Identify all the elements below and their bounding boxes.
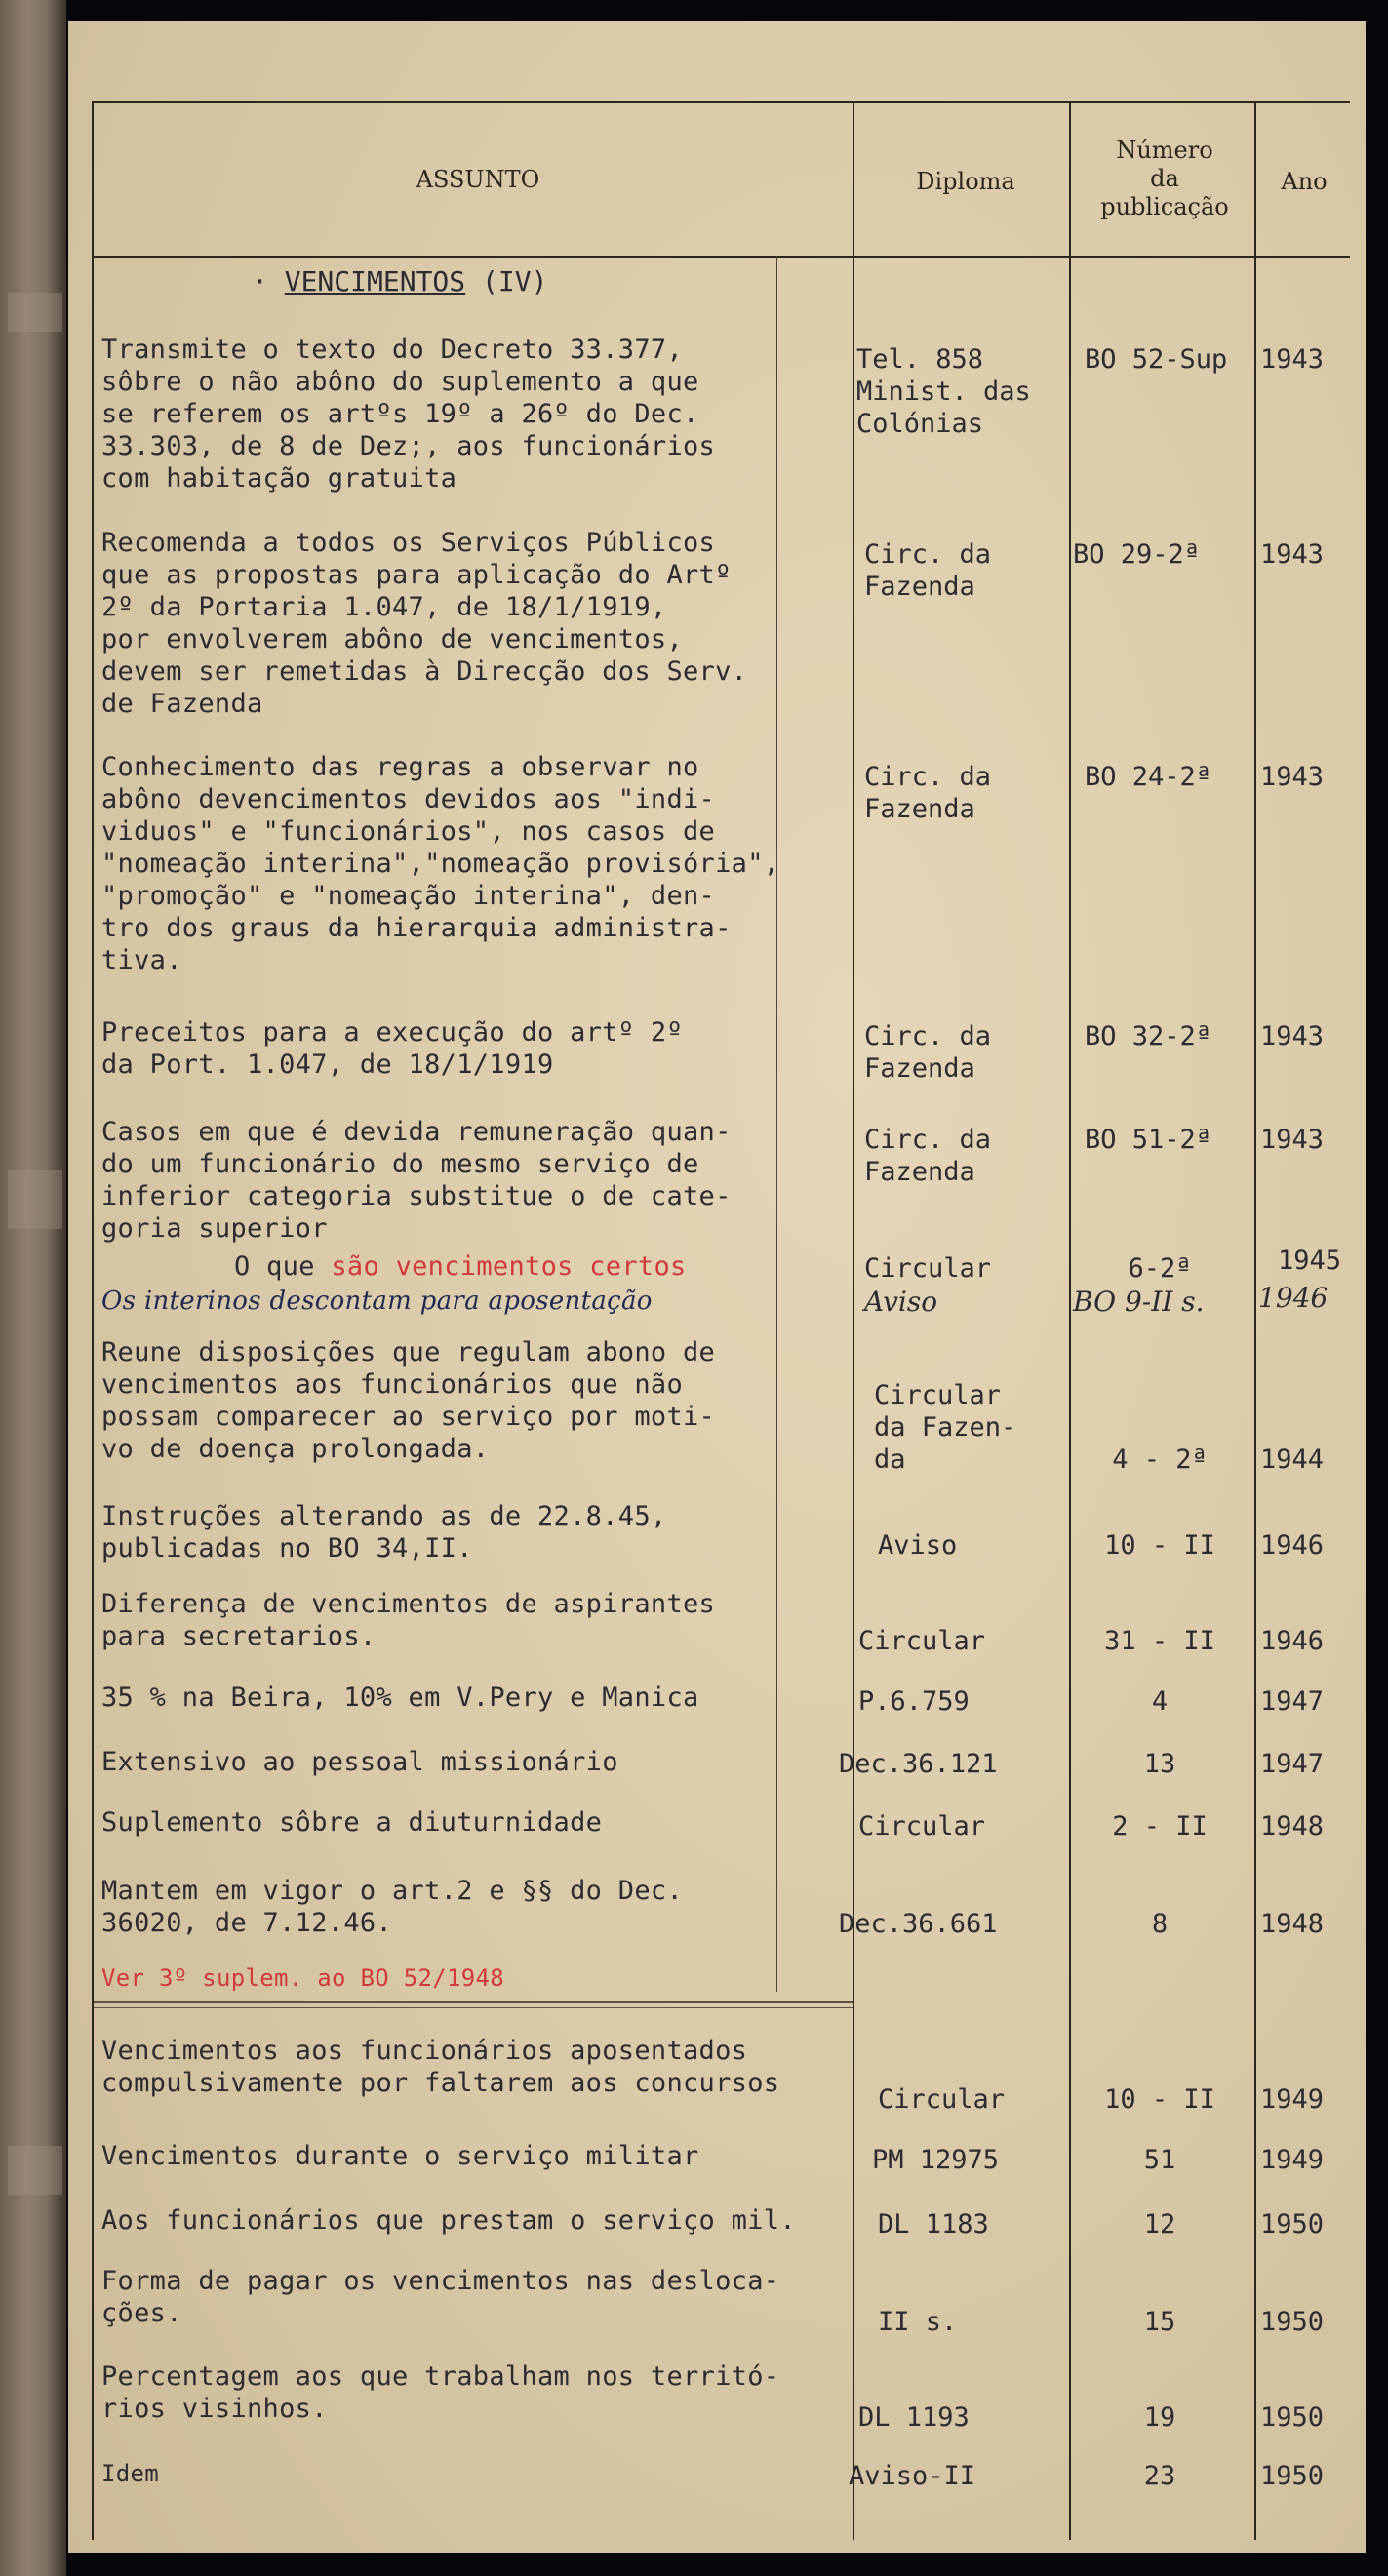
section-divider-rule-2	[94, 2007, 853, 2008]
row-9-diploma: Aviso	[878, 1530, 958, 1561]
row-3-assunto: Conhecimento das regras a observar no abôno devencimentos devidos aos "indi- viduos" e "funcionários", nos casos de "nomeação interina","nomeação provisória", "promoção" e "nomeação interina", den- tro dos graus da hierarquia administra- tiva.	[101, 752, 780, 975]
header-bottom-rule	[92, 256, 1350, 258]
row-2-assunto: Recomenda a todos os Serviços Públicos que as propostas para aplicação do Artº 2º da Portaria 1.047, de 18/1/1919, por envolverem abôno de vencimentos, devem ser remetidas à Direcção dos Serv. de Fazenda	[101, 528, 748, 719]
row-12-ano: 1947	[1260, 1749, 1325, 1779]
row-9-numero: 10 - II	[1104, 1530, 1215, 1561]
row-18-diploma: DL 1183	[878, 2209, 989, 2239]
row-3-numero: BO 24-2ª	[1085, 762, 1212, 792]
header-assunto: ASSUNTO	[416, 166, 540, 193]
row-19-numero: 15	[1143, 2307, 1176, 2337]
row-12-assunto: Extensivo ao pessoal missionário	[101, 1747, 618, 1777]
row-14-numero: 8	[1151, 1909, 1169, 1939]
row-18-numero: 12	[1143, 2209, 1176, 2239]
section-title-main: VENCIMENTOS	[284, 265, 466, 297]
row-21-assunto: Idem	[101, 2460, 159, 2487]
row-20-numero: 19	[1143, 2402, 1176, 2433]
numero-rule	[1254, 101, 1256, 2540]
row-13-diploma: Circular	[858, 1811, 986, 1842]
inner-text-rule	[776, 256, 777, 1992]
row-7-ano: 1946	[1258, 1282, 1329, 1314]
row-1-diploma: Tel. 858 Minist. das Colónias	[856, 344, 1031, 439]
row-14-assunto: Mantem em vigor o art.2 e §§ do Dec. 36020, de 7.12.46.	[101, 1876, 683, 1938]
header-numero-line1: Número	[1116, 137, 1213, 164]
row-1-assunto: Transmite o texto do Decreto 33.377, sôbre o não abôno do suplemento a que se referem os artºs 19º a 26º do Dec. 33.303, de 8 de Dez;, aos funcionários com habitação gratuita	[101, 335, 716, 494]
row-14-ano: 1948	[1260, 1909, 1325, 1939]
row-2-ano: 1943	[1260, 539, 1325, 570]
row-11-numero: 4	[1151, 1686, 1169, 1717]
row-6-numero: 6-2ª	[1128, 1253, 1192, 1284]
row-10-assunto: Diferença de vencimentos de aspirantes para secretarios.	[101, 1589, 716, 1651]
row-14-diploma: Dec.36.661	[839, 1909, 998, 1939]
row-16-assunto: Vencimentos aos funcionários aposentados compulsivamente por faltarem aos concursos	[101, 2036, 780, 2098]
row-6-assunto-red: são vencimentos certos	[331, 1251, 687, 1282]
row-8-numero: 4 - 2ª	[1112, 1445, 1208, 1475]
row-11-ano: 1947	[1260, 1686, 1325, 1717]
header-numero	[1077, 137, 1252, 220]
row-13-numero: 2 - II	[1112, 1811, 1208, 1842]
row-20-diploma: DL 1193	[858, 2402, 970, 2433]
row-16-ano: 1949	[1260, 2084, 1325, 2115]
assunto-rule	[853, 101, 854, 2540]
row-3-diploma: Circ. da Fazenda	[864, 762, 992, 824]
row-11-diploma: P.6.759	[858, 1686, 970, 1717]
row-9-ano: 1946	[1260, 1530, 1325, 1561]
row-10-numero: 31 - II	[1104, 1626, 1215, 1656]
left-rule	[92, 101, 94, 2540]
row-21-numero: 23	[1143, 2461, 1176, 2491]
row-16-diploma: Circular	[878, 2084, 1006, 2115]
row-8-diploma: Circular da Fazen- da	[874, 1380, 1017, 1475]
table-top-rule	[92, 101, 1350, 103]
row-5-numero: BO 51-2ª	[1085, 1125, 1212, 1155]
row-19-assunto: Forma de pagar os vencimentos nas desloca- ções.	[101, 2266, 780, 2328]
row-4-assunto: Preceitos para a execução do artº 2º da Port. 1.047, de 18/1/1919	[101, 1017, 683, 1080]
row-2-numero: BO 29-2ª	[1073, 539, 1201, 570]
row-20-ano: 1950	[1260, 2402, 1325, 2433]
header-ano: Ano	[1281, 168, 1328, 195]
row-21-diploma: Aviso-II	[849, 2461, 976, 2491]
row-9-assunto: Instruções alterando as de 22.8.45, publicadas no BO 34,II.	[101, 1501, 667, 1564]
row-6-assunto-lead: O que	[234, 1251, 332, 1282]
row-6-ano: 1945	[1278, 1246, 1342, 1276]
row-7-assunto: Os interinos descontam para aposentação	[101, 1287, 653, 1316]
row-10-diploma: Circular	[858, 1626, 986, 1656]
row-6-diploma: Circular	[864, 1253, 992, 1284]
row-11-assunto: 35 % na Beira, 10% em V.Pery e Manica	[101, 1683, 699, 1713]
row-1-numero: BO 52-Sup	[1085, 344, 1228, 375]
binder-edge	[0, 0, 66, 2576]
row-12-numero: 13	[1143, 1749, 1176, 1779]
section-title	[252, 265, 547, 297]
row-1-ano: 1943	[1260, 344, 1325, 375]
binder-mark	[8, 2146, 62, 2195]
section-divider-rule	[94, 2001, 853, 2003]
diploma-rule	[1069, 101, 1071, 2540]
row-5-assunto: Casos em que é devida remuneração quan- do um funcionário do mesmo serviço de inferior categoria substitue o de cate- goria superior	[101, 1117, 732, 1244]
section-title-suffix: (IV)	[465, 265, 548, 297]
row-4-ano: 1943	[1260, 1021, 1325, 1051]
row-4-diploma: Circ. da Fazenda	[864, 1021, 992, 1084]
row-4-numero: BO 32-2ª	[1085, 1021, 1212, 1051]
binder-mark	[8, 1170, 62, 1229]
row-8-assunto: Reune disposições que regulam abono de vencimentos aos funcionários que não possam comparecer ao serviço por moti- vo de doença prolongada.	[101, 1337, 716, 1464]
row-18-assunto: Aos funcionários que prestam o serviço mil.	[101, 2205, 796, 2236]
section-bullet: ·	[252, 265, 285, 297]
row-16-numero: 10 - II	[1104, 2084, 1215, 2115]
header-numero-line2: da	[1150, 164, 1179, 192]
row-17-ano: 1949	[1260, 2145, 1325, 2175]
row-12-diploma: Dec.36.121	[839, 1749, 998, 1779]
row-5-ano: 1943	[1260, 1125, 1325, 1155]
row-13-ano: 1948	[1260, 1811, 1325, 1842]
binder-mark	[8, 293, 62, 332]
row-8-ano: 1944	[1260, 1445, 1325, 1475]
row-2-diploma: Circ. da Fazenda	[864, 539, 992, 602]
row-19-ano: 1950	[1260, 2307, 1325, 2337]
row-17-numero: 51	[1143, 2145, 1176, 2175]
row-17-assunto: Vencimentos durante o serviço militar	[101, 2141, 699, 2171]
row-7-diploma: Aviso	[864, 1286, 938, 1318]
row-17-diploma: PM 12975	[872, 2145, 1000, 2175]
row-6-assunto	[234, 1250, 687, 1283]
header-diploma: Diploma	[916, 168, 1015, 195]
header-numero-line3: publicação	[1100, 192, 1229, 220]
row-21-ano: 1950	[1260, 2461, 1325, 2491]
row-7-numero: BO 9-II s.	[1073, 1286, 1205, 1318]
row-10-ano: 1946	[1260, 1626, 1325, 1656]
row-3-ano: 1943	[1260, 762, 1325, 792]
row-15-assunto: Ver 3º suplem. ao BO 52/1948	[101, 1964, 504, 1992]
row-5-diploma: Circ. da Fazenda	[864, 1125, 992, 1187]
row-18-ano: 1950	[1260, 2209, 1325, 2239]
ledger-page	[68, 21, 1366, 2553]
row-19-diploma: II s.	[878, 2307, 958, 2337]
row-20-assunto: Percentagem aos que trabalham nos territó- rios visinhos.	[101, 2361, 780, 2424]
row-13-assunto: Suplemento sôbre a diuturnidade	[101, 1807, 603, 1838]
